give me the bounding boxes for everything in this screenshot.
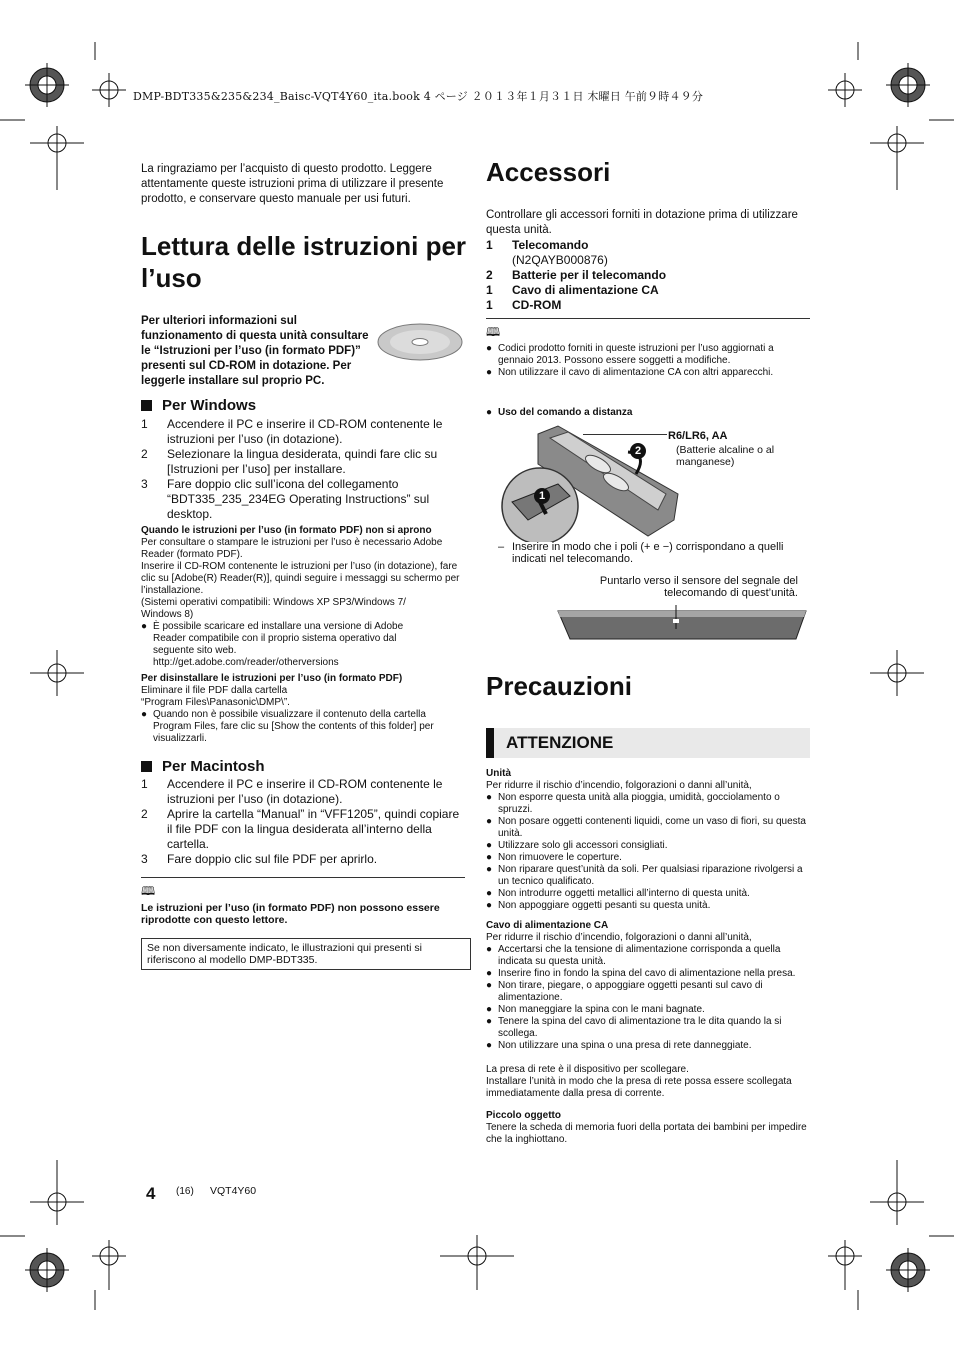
mac-title: Per Macintosh — [162, 758, 265, 775]
step-item — [141, 477, 466, 522]
attenzione-title: ATTENZIONE — [506, 732, 614, 752]
bullet-item — [486, 367, 811, 379]
uninstall-bullet-text: Quando non è possibile visualizzare il contenuto della cartella Program Files, fare clic su [Show the contents of this folder] per visualizzarli. — [153, 709, 434, 744]
uninstall-title: Per disinstallare le istruzioni per l’uso (in formato PDF) — [141, 673, 403, 684]
precautions-block — [486, 768, 812, 1146]
page-number: 4 — [146, 1184, 156, 1203]
mac-heading — [141, 757, 265, 777]
accessory-text-wrap — [512, 268, 666, 283]
section-title-lettura: Lettura delle istruzioni per l’uso — [141, 231, 467, 293]
point-text: Puntarlo verso il sensore del segnale del telecomando di quest’unità. — [599, 575, 798, 599]
accessory-name: Telecomando — [512, 238, 589, 252]
bullet-text: Utilizzare solo gli accessori consigliati. — [498, 840, 668, 851]
bullet-item — [486, 1040, 812, 1052]
bullet-text: Accertarsi che la tensione di alimentazione corrisponda a quella indicata su questa unità. — [498, 944, 781, 967]
info-text: Per ulteriori informazioni sul funzionamento di questa unità consultare le “Istruzioni per l’uso (in formato PDF)” presenti sul CD-ROM in dotazione. Per leggerle installare sul proprio PC. — [141, 315, 369, 387]
bullet-dot: ● — [486, 367, 493, 378]
bullet-item — [486, 864, 812, 888]
adobe-link[interactable]: http://get.adobe.com/reader/otherversions — [153, 657, 339, 668]
bullet-dot: ● — [486, 980, 493, 991]
accessory-item — [486, 268, 806, 283]
doc-code: VQT4Y60 — [210, 1185, 257, 1197]
step-number: 2 — [141, 447, 148, 461]
cable-title: Cavo di alimentazione CA — [486, 920, 609, 931]
bullet-item — [486, 840, 812, 852]
small-object-text: Tenere la scheda di memoria fuori della portata dei bambini per impedire che la inghiottano. — [486, 1122, 807, 1145]
bullet-text: Non riparare quest’unità da soli. Per qualsiasi riparazione rivolgersi a un tecnico qualificato. — [498, 864, 803, 887]
square-bullet-icon — [141, 761, 152, 772]
bullet-text: Non maneggiare la spina con le mani bagnate. — [498, 1004, 705, 1015]
bullet-text: Codici prodotto forniti in queste istruzioni per l’uso aggiornati a gennaio 2013. Possono essere soggetti a modifiche. — [498, 343, 774, 366]
step-item — [141, 777, 466, 807]
accessory-qty: 1 — [486, 298, 493, 312]
bullet-dot: ● — [486, 343, 493, 354]
bullet-dot: ● — [486, 840, 493, 851]
step-item — [141, 852, 466, 867]
noopen-text3: (Sistemi operativi compatibili: Windows XP SP3/Windows 7/ Windows 8) — [141, 597, 406, 620]
bullet-dot: ● — [486, 1040, 493, 1051]
bullet-text: Inserire fino in fondo la spina del cavo di alimentazione nella presa. — [498, 968, 796, 979]
accessory-item — [486, 283, 806, 298]
noopen-bullet-text: È possibile scaricare ed installare una versione di Adobe Reader compatibile con il proprio sistema operativo dal seguente sito web. — [153, 621, 404, 656]
cable-bullets — [486, 944, 812, 1052]
step-item — [141, 417, 466, 447]
bullet-dot: ● — [486, 852, 493, 863]
step-number: 1 — [141, 417, 148, 431]
step-number: 2 — [141, 807, 148, 821]
unit-bullets — [486, 792, 812, 912]
accessory-text-wrap — [512, 283, 659, 298]
note-book-icon: 🕮 — [141, 884, 156, 898]
accessory-item — [486, 298, 806, 313]
banner-bar — [486, 728, 494, 758]
step-number: 3 — [141, 477, 148, 491]
intro-text: La ringraziamo per l’acquisto di questo prodotto. Leggere attentamente queste istruzioni prima di utilizzare il presente prodotto, e conservare questo manuale per usi futuri. — [141, 163, 444, 205]
step-text: Aprire la cartella “Manual” in “VFF1205”, quindi copiare il file PDF con la lingua desiderata all’interno della cartella. — [167, 807, 460, 851]
unit-intro: Per ridurre il rischio d’incendio, folgorazioni o danni all’unità, — [486, 780, 752, 791]
remote-battery-illustration — [498, 424, 684, 542]
bullet-dot: ● — [486, 1004, 493, 1015]
noopen-bullet: ● È possibile scaricare ed installare una versione di Adobe Reader compatibile con il proprio sistema operativo dal seguente sito web. http://get.adobe.com/reader/otherversions — [141, 621, 466, 669]
bullet-dot: ● — [486, 968, 493, 979]
step-item — [141, 807, 466, 852]
bullet-text: Tenere la spina del cavo di alimentazione tra le dita quando la si scollega. — [498, 1016, 782, 1039]
accessory-qty: 1 — [486, 238, 493, 252]
step-text: Fare doppio clic sul file PDF per aprirlo. — [167, 852, 378, 866]
page-sub: (16) — [176, 1186, 194, 1197]
section-title-precauzioni: Precauzioni — [486, 671, 632, 701]
file-header: DMP-BDT335&235&234_Baisc-VQT4Y60_ita.book 4 ページ ２０１３年１月３１日 木曜日 午前９時４９分 — [133, 90, 704, 103]
bullet-item — [486, 900, 812, 912]
step-text: Accendere il PC e inserire il CD-ROM contenente le istruzioni per l’uso (in dotazione). — [167, 777, 443, 806]
bullet-text: Non posare oggetti contenenti liquidi, come un vaso di fiori, su questa unità. — [498, 816, 806, 839]
note-bold: Le istruzioni per l’uso (in formato PDF) non possono essere riprodotte con questo lettore. — [141, 902, 440, 926]
bullet-item — [486, 1004, 812, 1016]
plug-text1: La presa di rete è il dispositivo per scollegare. — [486, 1064, 689, 1075]
accessory-item — [486, 238, 806, 268]
uninstall-bullet: ● Quando non è possibile visualizzare il contenuto della cartella Program Files, fare clic su [Show the contents of this folder] per visualizzarli. — [141, 709, 466, 745]
noopen-text: Per consultare o stampare le istruzioni per l’uso è necessario Adobe Reader (formato PDF). — [141, 537, 443, 560]
small-object-title: Piccolo oggetto — [486, 1110, 561, 1121]
accessory-name: Batterie per il telecomando — [512, 268, 667, 282]
divider — [141, 877, 465, 878]
noopen-text2: Inserire il CD-ROM contenente le istruzioni per l’uso (in dotazione), fare clic su [Adobe(R) Reader(R)], quindi seguire i messaggi su schermo per l’installazione. — [141, 561, 460, 596]
bullet-text: Non introdurre oggetti metallici all’interno di questa unità. — [498, 888, 750, 899]
windows-heading — [141, 396, 256, 416]
attenzione-banner — [486, 728, 810, 758]
bullet-item — [486, 980, 812, 1004]
noopen-title: Quando le istruzioni per l’uso (in formato PDF) non si aprono — [141, 525, 432, 536]
remote-usage-text: Uso del comando a distanza — [498, 407, 633, 418]
bullet-dot: ● — [486, 888, 493, 899]
bullet-dot: ● — [486, 864, 493, 875]
bullet-dot: ● — [486, 1016, 493, 1027]
unit-title: Unità — [486, 768, 511, 779]
accessory-name: Cavo di alimentazione CA — [512, 283, 659, 297]
bullet-dot: ● — [486, 900, 493, 911]
bullet-dot: ● — [486, 944, 493, 955]
bullet-text: Non tirare, piegare, o appoggiare oggetti pesanti sul cavo di alimentazione. — [498, 980, 763, 1003]
bullet-item — [486, 944, 812, 968]
step-number: 3 — [141, 852, 148, 866]
bullet-dot: ● — [486, 792, 493, 803]
marker-1: 1 — [534, 488, 550, 504]
accessory-list — [486, 238, 806, 313]
bullet-text: Non utilizzare una spina o una presa di rete danneggiate. — [498, 1040, 752, 1051]
accessory-name: CD-ROM — [512, 298, 562, 312]
info-paragraph — [141, 314, 451, 389]
bullet-item — [486, 1016, 812, 1040]
bullet-text: Non utilizzare il cavo di alimentazione CA con altri apparecchi. — [498, 367, 774, 378]
illustration-note-box: Se non diversamente indicato, le illustrazioni qui presenti si riferiscono al modello DMP-BDT335. — [141, 938, 471, 970]
accessory-code: (N2QAYB000876) — [512, 253, 608, 267]
square-bullet-icon — [141, 400, 152, 411]
accessory-qty: 1 — [486, 283, 493, 297]
poles-note: – Inserire in modo che i poli (+ e −) corrispondano a quelli indicati nel telecomando. — [498, 541, 798, 565]
accessory-text-wrap — [512, 298, 561, 313]
accessory-text-wrap — [512, 238, 608, 268]
bullet-text: Non rimuovere le coperture. — [498, 852, 622, 863]
mac-steps — [141, 777, 466, 867]
bullet-item — [486, 852, 812, 864]
accessory-qty: 2 — [486, 268, 493, 282]
step-text: Accendere il PC e inserire il CD-ROM contenente le istruzioni per l’uso (in dotazione). — [167, 417, 443, 446]
divider — [486, 318, 810, 319]
plug-text2: Installare l’unità in modo che la presa di rete possa essere scollegata immediatamente dalla presa di corrente. — [486, 1076, 792, 1099]
bullet-text: Non esporre questa unità alla pioggia, umidità, gocciolamento o spruzzi. — [498, 792, 780, 815]
bullet-item — [486, 792, 812, 816]
battery-label: R6/LR6, AA — [668, 430, 728, 442]
battery-sub: (Batterie alcaline o al manganese) — [676, 444, 775, 468]
bullet-item — [486, 343, 811, 367]
bullet-dot: ● — [486, 816, 493, 827]
acc-intro: Controllare gli accessori forniti in dotazione prima di utilizzare questa unità. — [486, 209, 798, 236]
bullet-text: Non appoggiare oggetti pesanti su questa unità. — [498, 900, 711, 911]
section-title-accessori: Accessori — [486, 157, 611, 187]
windows-steps — [141, 417, 466, 522]
uninstall-text: Eliminare il file PDF dalla cartella “Program Files\Panasonic\DMP\”. — [141, 685, 290, 708]
noopen-block — [141, 525, 466, 745]
player-illustration — [556, 605, 808, 643]
step-text: Fare doppio clic sull’icona del collegamento “BDT335_235_234EG Operating Instructions” sul desktop. — [167, 477, 430, 521]
cable-intro: Per ridurre il rischio d’incendio, folgorazioni o danni all’unità, — [486, 932, 752, 943]
windows-title: Per Windows — [162, 397, 257, 414]
remote-usage-bullet: ● Uso del comando a distanza — [486, 407, 633, 418]
step-text: Selezionare la lingua desiderata, quindi fare clic su [Istruzioni per l’uso] per installare. — [167, 447, 438, 476]
accessory-notes — [486, 343, 811, 379]
bullet-item — [486, 816, 812, 840]
bullet-item — [486, 888, 812, 900]
note-book-icon: 🕮 — [486, 325, 501, 339]
marker-2: 2 — [630, 443, 646, 459]
poles-text: Inserire in modo che i poli (+ e −) corrispondano a quelli indicati nel telecomando. — [512, 541, 784, 565]
step-number: 1 — [141, 777, 148, 791]
bullet-item — [486, 968, 812, 980]
leader-line — [583, 434, 667, 435]
step-item — [141, 447, 466, 477]
